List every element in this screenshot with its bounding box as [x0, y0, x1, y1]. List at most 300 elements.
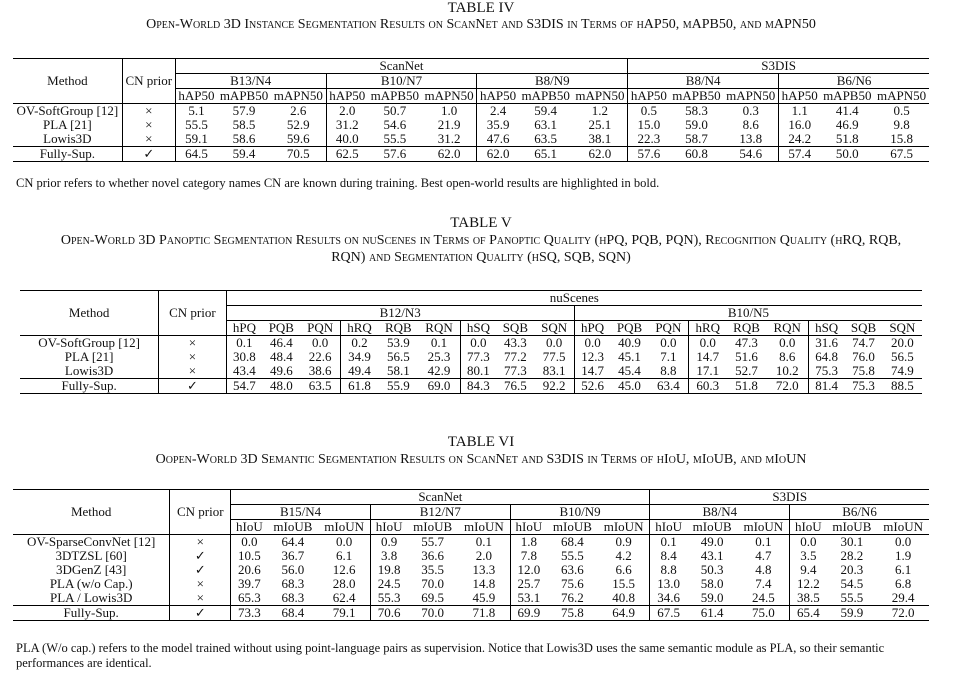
metric-header: hIoU: [655, 519, 682, 534]
value-cell: 42.9: [418, 364, 460, 379]
value-cell: 22.6: [300, 350, 340, 364]
value-cell: 35.5: [421, 562, 445, 577]
split-header: B15/N4: [231, 505, 371, 520]
dataset-header: nuScenes: [226, 291, 922, 306]
value-cell: 56.5: [890, 349, 914, 364]
value-cell: 64.9: [598, 606, 650, 621]
value-cell: 48.4: [269, 349, 293, 364]
value-cell: 46.4: [262, 336, 300, 351]
metric-header: PQN: [300, 321, 340, 336]
value-cell: 1.1: [779, 104, 821, 119]
split-header: B12/N7: [370, 505, 510, 520]
value-cell: 50.7: [368, 104, 422, 119]
value-cell: 65.4: [790, 606, 827, 621]
split-header: B10/N9: [510, 505, 650, 520]
value-cell: 40.9: [610, 336, 648, 351]
value-cell: 31.6: [808, 336, 844, 351]
metric-header: mIoUN: [318, 520, 370, 535]
metric-header: mIoUB: [692, 519, 732, 534]
table-row: [13, 104, 929, 119]
value-cell: 57.4: [779, 147, 821, 162]
value-cell: 1.8: [510, 535, 547, 550]
metric-header: RQB: [384, 320, 412, 335]
metric-header: hAP50: [329, 88, 366, 103]
value-cell: 0.5: [628, 104, 670, 119]
value-cell: 4.8: [738, 563, 790, 577]
metric-header: hAP50: [781, 88, 818, 103]
value-cell: 60.8: [670, 147, 724, 162]
metric-header: hAP50: [630, 88, 667, 103]
value-cell: 76.2: [561, 590, 584, 605]
value-cell: 45.9: [458, 591, 510, 606]
value-cell: 61.8: [340, 379, 378, 394]
metric-header: RQN: [767, 321, 809, 336]
value-cell: 0.9: [598, 535, 650, 550]
metric-header: hAP50: [178, 88, 215, 103]
value-cell: 30.1: [827, 535, 878, 550]
value-cell: 2.0: [326, 104, 368, 119]
prior-header: CN prior: [122, 59, 175, 104]
table-iv-note: CN prior refers to whether novel category names CN are known during training. Best open-world results are highlighted in bold.: [16, 176, 660, 190]
value-cell: 47.6: [486, 131, 510, 146]
split-header: B10/N7: [326, 74, 477, 89]
value-cell: 2.6: [271, 104, 326, 119]
value-cell: 19.8: [377, 562, 401, 577]
value-cell: 54.6: [383, 117, 407, 132]
value-cell: 55.5: [383, 131, 407, 146]
value-cell: 59.1: [185, 131, 208, 146]
value-cell: 57.6: [628, 147, 670, 162]
metric-header: hSQ: [466, 320, 490, 335]
value-cell: 36.6: [421, 548, 445, 563]
value-cell: 62.5: [326, 147, 368, 162]
table-row: [13, 118, 929, 132]
metric-header: mAPN50: [877, 88, 927, 103]
value-cell: 64.5: [175, 147, 217, 162]
table-row: [13, 147, 929, 162]
split-header: B10/N5: [574, 306, 922, 321]
prior-mark: ×: [170, 535, 231, 550]
metric-header: mAPB50: [521, 88, 570, 103]
value-cell: 43.3: [496, 336, 534, 351]
method-name: 3DGenZ [43]: [13, 563, 170, 577]
method-header: Method: [13, 59, 122, 104]
value-cell: 0.0: [534, 336, 574, 351]
value-cell: 62.0: [422, 147, 477, 162]
split-header: B8/N9: [477, 74, 628, 89]
table-iv-title: Open-World 3D Instance Segmentation Results on ScanNet and S3DIS in Terms of hAP50, mAPB50, and mAPN50: [146, 17, 816, 32]
metric-header: hRQ: [695, 320, 721, 335]
value-cell: 77.3: [503, 363, 527, 378]
value-cell: 29.4: [891, 590, 915, 605]
table-row: [13, 577, 929, 591]
split-header: B8/N4: [650, 505, 790, 520]
value-cell: 8.4: [660, 548, 677, 563]
value-cell: 79.1: [318, 606, 370, 621]
value-cell: 70.0: [421, 576, 445, 591]
value-cell: 14.7: [581, 363, 604, 378]
value-cell: 50.0: [820, 147, 874, 162]
value-cell: 76.5: [496, 379, 534, 394]
metric-header: hRQ: [347, 320, 372, 335]
value-cell: 55.5: [561, 548, 584, 563]
value-cell: 0.1: [738, 535, 790, 550]
value-cell: 38.1: [573, 132, 628, 147]
table-row: [13, 606, 929, 621]
value-cell: 9.4: [800, 562, 817, 577]
value-cell: 12.6: [318, 563, 370, 577]
value-cell: 51.8: [726, 379, 766, 394]
prior-header: CN prior: [170, 490, 231, 535]
metric-header: mAPB50: [370, 88, 420, 103]
value-cell: 74.9: [890, 363, 914, 378]
table-row: [13, 563, 929, 577]
value-cell: 74.7: [844, 336, 882, 351]
metric-header: PQB: [616, 320, 643, 335]
table-row: [13, 591, 929, 606]
value-cell: 70.6: [370, 606, 407, 621]
split-header: B13/N4: [175, 74, 326, 89]
split-header: B8/N4: [628, 74, 779, 89]
value-cell: 65.1: [519, 147, 573, 162]
table-iv: [13, 58, 929, 162]
value-cell: 75.8: [547, 606, 598, 621]
value-cell: 47.3: [726, 336, 766, 351]
prior-mark: ✓: [170, 549, 231, 563]
value-cell: 14.8: [458, 577, 510, 591]
value-cell: 6.8: [894, 576, 912, 591]
value-cell: 63.5: [534, 131, 558, 146]
value-cell: 68.3: [281, 576, 305, 591]
value-cell: 80.1: [467, 363, 490, 378]
value-cell: 8.6: [767, 350, 809, 364]
value-cell: 0.0: [318, 535, 370, 550]
value-cell: 31.2: [422, 132, 477, 147]
metric-header: mIoUN: [458, 520, 510, 535]
value-cell: 14.7: [696, 349, 720, 364]
metric-header: hPQ: [581, 320, 605, 335]
value-cell: 54.7: [226, 379, 262, 394]
value-cell: 49.6: [269, 363, 293, 378]
value-cell: 64.8: [815, 349, 838, 364]
value-cell: 71.8: [458, 606, 510, 621]
value-cell: 5.1: [175, 104, 217, 119]
metric-header: mAPN50: [422, 89, 477, 104]
value-cell: 24.2: [788, 131, 812, 146]
table-row: [20, 336, 922, 351]
value-cell: 0.0: [460, 336, 496, 351]
metric-header: hIoU: [375, 519, 403, 534]
value-cell: 58.7: [685, 131, 708, 146]
value-cell: 25.7: [517, 576, 541, 591]
metric-header: mAPB50: [823, 88, 872, 103]
value-cell: 45.4: [618, 363, 641, 378]
value-cell: 39.7: [238, 576, 261, 591]
value-cell: 70.0: [407, 606, 458, 621]
value-cell: 58.5: [232, 117, 256, 132]
value-cell: 25.3: [418, 350, 460, 364]
metric-header: mIoUB: [832, 519, 872, 534]
dataset-header: ScanNet: [175, 59, 627, 74]
method-name: Fully-Sup.: [13, 147, 122, 162]
value-cell: 58.3: [670, 104, 724, 119]
metric-header: mIoUN: [598, 520, 650, 535]
value-cell: 24.5: [377, 576, 401, 591]
value-cell: 0.2: [340, 336, 378, 351]
value-cell: 38.6: [300, 364, 340, 379]
value-cell: 38.5: [796, 590, 820, 605]
metric-header: hSQ: [815, 320, 839, 335]
value-cell: 13.8: [723, 132, 778, 147]
value-cell: 0.0: [574, 336, 610, 351]
method-name: Lowis3D: [20, 364, 159, 379]
value-cell: 58.6: [232, 131, 256, 146]
value-cell: 64.4: [268, 535, 319, 550]
metric-header: SQB: [502, 320, 528, 335]
value-cell: 28.0: [318, 577, 370, 591]
value-cell: 55.9: [378, 379, 418, 394]
value-cell: 41.4: [820, 104, 874, 119]
value-cell: 12.0: [517, 562, 541, 577]
value-cell: 51.6: [735, 349, 758, 364]
value-cell: 0.1: [418, 336, 460, 351]
value-cell: 24.5: [738, 591, 790, 606]
table-row: [13, 549, 929, 563]
prior-mark: ×: [159, 350, 226, 364]
value-cell: 0.1: [650, 535, 687, 550]
value-cell: 6.1: [894, 562, 912, 577]
value-cell: 40.8: [598, 591, 650, 606]
value-cell: 0.0: [649, 336, 689, 351]
value-cell: 65.3: [238, 590, 261, 605]
value-cell: 30.8: [233, 349, 256, 364]
method-name: 3DTZSL [60]: [13, 549, 170, 563]
method-name: OV-SoftGroup [12]: [20, 336, 159, 351]
value-cell: 61.4: [687, 606, 738, 621]
value-cell: 73.3: [231, 606, 268, 621]
method-name: PLA [21]: [13, 118, 122, 132]
value-cell: 57.6: [368, 147, 422, 162]
value-cell: 63.1: [534, 117, 558, 132]
metric-header: hIoU: [236, 519, 263, 534]
prior-mark: ×: [170, 577, 231, 591]
value-cell: 52.7: [735, 363, 758, 378]
value-cell: 0.1: [458, 535, 510, 550]
value-cell: 77.3: [467, 349, 490, 364]
value-cell: 53.1: [517, 590, 541, 605]
value-cell: 22.3: [637, 131, 661, 146]
value-cell: 77.2: [503, 349, 527, 364]
value-cell: 20.3: [840, 562, 864, 577]
metric-header: mIoUN: [883, 519, 923, 534]
value-cell: 68.4: [268, 606, 319, 621]
method-name: Fully-Sup.: [20, 379, 159, 394]
value-cell: 0.9: [370, 535, 407, 550]
metric-header: mIoUB: [273, 519, 313, 534]
table-vi-note-line2: performances are identical.: [16, 656, 152, 670]
method-name: Fully-Sup.: [13, 606, 170, 621]
value-cell: 10.5: [238, 548, 261, 563]
value-cell: 75.6: [561, 576, 584, 591]
value-cell: 16.0: [788, 117, 812, 132]
value-cell: 59.9: [827, 606, 878, 621]
table-row: [13, 132, 929, 147]
value-cell: 46.9: [835, 117, 859, 132]
table-v-title-line2: RQN) and Segmentation Quality (hSQ, SQB, SQN): [331, 250, 631, 265]
prior-mark: ×: [159, 336, 226, 351]
value-cell: 40.0: [335, 131, 359, 146]
value-cell: 50.3: [700, 562, 724, 577]
metric-header: mAPB50: [672, 88, 721, 103]
value-cell: 15.0: [637, 117, 661, 132]
value-cell: 92.2: [534, 379, 574, 394]
prior-mark: ✓: [170, 606, 231, 621]
value-cell: 8.8: [660, 562, 677, 577]
metric-header: mAPB50: [219, 88, 269, 103]
table-v: [20, 290, 922, 394]
value-cell: 55.3: [377, 590, 401, 605]
value-cell: 8.8: [649, 364, 689, 379]
value-cell: 0.0: [877, 535, 929, 550]
value-cell: 20.0: [883, 336, 922, 351]
value-cell: 62.0: [573, 147, 628, 162]
value-cell: 12.3: [581, 349, 604, 364]
split-header: B6/N6: [779, 74, 929, 89]
value-cell: 0.0: [231, 535, 268, 550]
table-v-title-line1: Open-World 3D Panoptic Segmentation Results on nuScenes in Terms of Panoptic Quality (hPQ, PQB, PQN), Recognition Quality (hRQ, RQB,: [60, 233, 902, 248]
method-header: Method: [13, 490, 170, 535]
value-cell: 69.9: [510, 606, 547, 621]
metric-header: mAPN50: [573, 89, 628, 104]
value-cell: 3.5: [800, 548, 817, 563]
value-cell: 49.4: [348, 363, 371, 378]
method-header: Method: [20, 291, 159, 336]
value-cell: 1.0: [422, 104, 477, 119]
value-cell: 28.2: [840, 548, 864, 563]
method-name: PLA (w/o Cap.): [13, 577, 170, 591]
table-row: [20, 379, 922, 394]
value-cell: 7.8: [520, 548, 537, 563]
value-cell: 60.3: [689, 379, 727, 394]
value-cell: 59.4: [519, 104, 573, 119]
method-name: OV-SparseConvNet [12]: [13, 535, 170, 550]
prior-mark: ×: [159, 364, 226, 379]
value-cell: 67.5: [874, 147, 929, 162]
prior-mark: ✓: [159, 379, 226, 394]
metric-header: SQN: [889, 320, 916, 335]
value-cell: 13.3: [458, 563, 510, 577]
metric-header: mIoUB: [413, 519, 453, 534]
value-cell: 0.0: [790, 535, 827, 550]
method-name: OV-SoftGroup [12]: [13, 104, 122, 119]
value-cell: 59.4: [217, 147, 271, 162]
metric-header: SQN: [534, 321, 574, 336]
value-cell: 31.2: [335, 117, 359, 132]
value-cell: 75.3: [815, 363, 838, 378]
value-cell: 2.0: [458, 549, 510, 563]
metric-header: SQB: [850, 320, 877, 335]
method-name: Lowis3D: [13, 132, 122, 147]
value-cell: 51.8: [835, 131, 859, 146]
metric-header: mIoUN: [738, 520, 790, 535]
value-cell: 9.8: [893, 117, 910, 132]
value-cell: 83.1: [534, 364, 574, 379]
value-cell: 36.7: [281, 548, 305, 563]
value-cell: 58.0: [700, 576, 724, 591]
metric-header: PQB: [268, 320, 294, 335]
value-cell: 58.1: [386, 363, 410, 378]
prior-mark: ✓: [122, 147, 175, 162]
value-cell: 72.0: [877, 606, 929, 621]
value-cell: 55.7: [407, 535, 458, 550]
value-cell: 21.9: [422, 118, 477, 132]
table-row: [13, 535, 929, 550]
metric-header: hIoU: [794, 519, 822, 534]
metric-header: RQN: [418, 321, 460, 336]
value-cell: 55.5: [185, 117, 208, 132]
value-cell: 81.4: [808, 379, 844, 394]
table-row: [20, 364, 922, 379]
value-cell: 55.5: [840, 590, 864, 605]
value-cell: 67.5: [650, 606, 687, 621]
metric-header: RQB: [733, 320, 760, 335]
metric-header: mAPN50: [723, 89, 778, 104]
metric-header: mAPN50: [271, 89, 326, 104]
table-vi-note-line1: PLA (W/o cap.) refers to the model trained without using point-language pairs as supervision. Notice that Lowis3D uses the same semantic module as PLA, so their semantic: [16, 641, 885, 655]
value-cell: 3.8: [381, 548, 398, 563]
value-cell: 53.9: [378, 336, 418, 351]
value-cell: 20.6: [238, 562, 261, 577]
value-cell: 62.4: [318, 591, 370, 606]
table-vi: [13, 489, 929, 621]
dataset-header: ScanNet: [231, 490, 650, 505]
value-cell: 45.0: [610, 379, 648, 394]
value-cell: 0.1: [226, 336, 262, 351]
value-cell: 1.2: [573, 104, 628, 119]
value-cell: 34.9: [348, 349, 371, 364]
value-cell: 7.4: [738, 577, 790, 591]
dataset-header: S3DIS: [628, 59, 929, 74]
value-cell: 13.0: [657, 576, 680, 591]
value-cell: 68.4: [547, 535, 598, 550]
value-cell: 59.0: [700, 590, 724, 605]
value-cell: 45.1: [618, 349, 641, 364]
value-cell: 63.6: [561, 562, 584, 577]
value-cell: 49.0: [687, 535, 738, 550]
value-cell: 54.6: [723, 147, 778, 162]
value-cell: 54.5: [840, 576, 864, 591]
value-cell: 52.6: [574, 379, 610, 394]
split-header: B6/N6: [790, 505, 929, 520]
prior-mark: ×: [122, 118, 175, 132]
prior-mark: ×: [170, 591, 231, 606]
value-cell: 76.0: [852, 349, 875, 364]
value-cell: 34.6: [657, 590, 680, 605]
value-cell: 0.0: [767, 336, 809, 351]
value-cell: 0.0: [689, 336, 727, 351]
value-cell: 72.0: [767, 379, 809, 394]
value-cell: 6.1: [318, 549, 370, 563]
value-cell: 2.4: [477, 104, 519, 119]
value-cell: 84.3: [460, 379, 496, 394]
value-cell: 17.1: [696, 363, 720, 378]
value-cell: 4.2: [598, 549, 650, 563]
table-vi-label: TABLE VI: [447, 434, 515, 450]
value-cell: 69.0: [418, 379, 460, 394]
value-cell: 59.0: [685, 117, 708, 132]
value-cell: 1.9: [894, 548, 912, 563]
metric-header: hIoU: [515, 519, 543, 534]
